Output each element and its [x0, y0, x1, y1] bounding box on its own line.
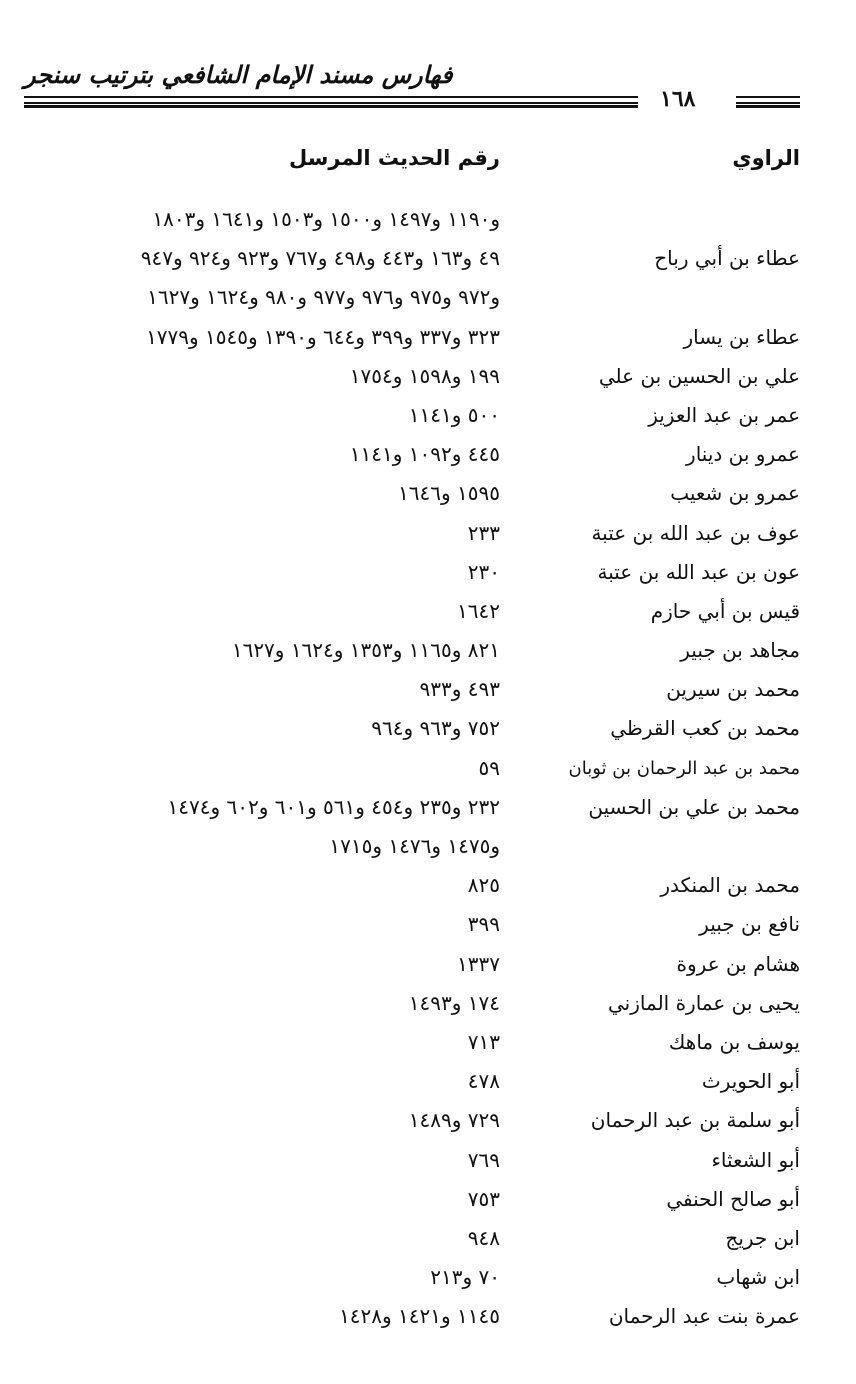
hadith-numbers: ٥٩ [478, 755, 500, 780]
hadith-numbers: ٧١٣ [467, 1029, 500, 1054]
narrator-name: أبو الحويرث [701, 1069, 800, 1094]
index-row [0, 793, 856, 832]
hadith-numbers: و٩٧٢ و٩٧٥ و٩٧٦ و٩٧٧ و٩٨٠ و١٦٢٤ و١٦٢٧ [147, 285, 500, 310]
hadith-numbers: ١٣٣٧ [457, 951, 500, 976]
narrator-name: عمرة بنت عبد الرحمان [608, 1304, 800, 1329]
narrator-name: ابن شهاب [716, 1265, 800, 1290]
index-row [0, 989, 856, 1028]
header-rule-left-thick [24, 105, 638, 108]
page-number: ١٦٨ [660, 86, 696, 112]
index-row [0, 283, 856, 322]
index-row [0, 479, 856, 518]
hadith-numbers: ٣٢٣ و٣٣٧ و٣٩٩ و٦٤٤ و١٣٩٠ و١٥٤٥ و١٧٧٩ [146, 324, 500, 349]
header-rule-right-thick [736, 105, 800, 108]
hadith-numbers: ١٩٩ و١٥٩٨ و١٧٥٤ [349, 363, 500, 388]
narrator-name: محمد بن عبد الرحمان بن ثوبان [568, 757, 800, 779]
narrator-name: أبو الشعثاء [711, 1147, 800, 1172]
hadith-numbers: ٤٧٨ [467, 1069, 500, 1094]
hadith-numbers: ٥٠٠ و١١٤١ [408, 402, 500, 427]
index-row [0, 1067, 856, 1106]
hadith-numbers: ٤٩ و١٦٣ و٤٤٣ و٤٩٨ و٧٦٧ و٩٢٣ و٩٢٤ و٩٤٧ [140, 246, 500, 271]
hadith-numbers: ٤٩٣ و٩٣٣ [419, 677, 500, 702]
index-row [0, 205, 856, 244]
narrator-name: عطاء بن أبي رباح [654, 246, 800, 271]
index-row [0, 754, 856, 793]
index-row [0, 714, 856, 753]
index-row [0, 950, 856, 989]
hadith-numbers: ٢٣٢ و٢٣٥ و٤٥٤ و٥٦١ و٦٠١ و٦٠٢ و١٤٧٤ [167, 794, 500, 819]
hadith-numbers: ٧٠ و٢١٣ [430, 1265, 500, 1290]
index-row [0, 558, 856, 597]
index-row [0, 1224, 856, 1263]
narrator-name: يحيى بن عمارة المازني [608, 990, 800, 1015]
narrator-name: عوف بن عبد الله بن عتبة [591, 520, 800, 545]
index-row [0, 440, 856, 479]
index-row [0, 1263, 856, 1302]
narrator-name: أبو سلمة بن عبد الرحمان [590, 1108, 800, 1133]
narrator-name: هشام بن عروة [676, 951, 800, 976]
narrator-name: مجاهد بن جبير [680, 638, 800, 663]
narrator-index-table [0, 205, 856, 1341]
hadith-numbers: ٤٤٥ و١٠٩٢ و١١٤١ [349, 442, 500, 467]
index-row [0, 244, 856, 283]
hadith-numbers: ٧٥٣ [467, 1186, 500, 1211]
narrator-name: ابن جريج [725, 1225, 800, 1250]
index-row [0, 1185, 856, 1224]
narrator-name: محمد بن المنكدر [660, 873, 800, 898]
hadith-numbers: ٨٢١ و١١٦٥ و١٣٥٣ و١٦٢٤ و١٦٢٧ [231, 638, 500, 663]
hadith-numbers: ١١٤٥ و١٤٢١ و١٤٢٨ [339, 1304, 500, 1329]
narrator-name: محمد بن سيرين [666, 677, 800, 702]
column-header-hadith-numbers: رقم الحديث المرسل [288, 146, 500, 170]
book-title: فهارس مسند الإمام الشافعي بترتيب سنجر [24, 60, 453, 89]
header-rule-right [736, 96, 800, 104]
hadith-numbers: ١٦٤٢ [457, 598, 500, 623]
narrator-name: قيس بن أبي حازم [650, 598, 800, 623]
index-row [0, 1302, 856, 1341]
hadith-numbers: ٩٤٨ [467, 1225, 500, 1250]
index-row [0, 832, 856, 871]
index-row [0, 636, 856, 675]
index-row [0, 362, 856, 401]
hadith-numbers: ٧٦٩ [467, 1147, 500, 1172]
index-row [0, 597, 856, 636]
hadith-numbers: ٧٢٩ و١٤٨٩ [408, 1108, 500, 1133]
narrator-name: محمد بن علي بن الحسين [588, 794, 800, 819]
index-row [0, 1146, 856, 1185]
hadith-numbers: ٨٢٥ [467, 873, 500, 898]
narrator-name: أبو صالح الحنفي [666, 1186, 800, 1211]
narrator-name: عمر بن عبد العزيز [648, 402, 800, 427]
index-row [0, 910, 856, 949]
hadith-numbers: ٧٥٢ و٩٦٣ و٩٦٤ [371, 716, 500, 741]
hadith-numbers: و١٤٧٥ و١٤٧٦ و١٧١٥ [329, 834, 500, 858]
hadith-numbers: ٣٩٩ [467, 912, 500, 937]
index-row [0, 401, 856, 440]
narrator-name: علي بن الحسين بن علي [598, 363, 800, 388]
hadith-numbers: ٢٣٣ [467, 520, 500, 545]
narrator-name: يوسف بن ماهك [668, 1029, 800, 1054]
hadith-numbers: و١١٩٠ و١٤٩٧ و١٥٠٠ و١٥٠٣ و١٦٤١ و١٨٠٣ [152, 207, 500, 231]
narrator-name: عطاء بن يسار [683, 324, 800, 349]
narrator-name: عمرو بن دينار [686, 442, 800, 467]
index-row [0, 871, 856, 910]
hadith-numbers: ٢٣٠ [467, 559, 500, 584]
index-row [0, 1028, 856, 1067]
header-rule-left [24, 96, 638, 104]
index-row [0, 675, 856, 714]
narrator-name: عمرو بن شعيب [670, 481, 800, 506]
narrator-name: نافع بن جبير [699, 912, 800, 937]
column-header-narrator: الراوي [732, 146, 800, 170]
index-row [0, 519, 856, 558]
narrator-name: عون بن عبد الله بن عتبة [597, 559, 800, 584]
narrator-name: محمد بن كعب القرظي [610, 716, 800, 741]
index-row [0, 1106, 856, 1145]
hadith-numbers: ١٧٤ و١٤٩٣ [408, 990, 500, 1015]
index-row [0, 323, 856, 362]
hadith-numbers: ١٥٩٥ و١٦٤٦ [398, 481, 500, 506]
